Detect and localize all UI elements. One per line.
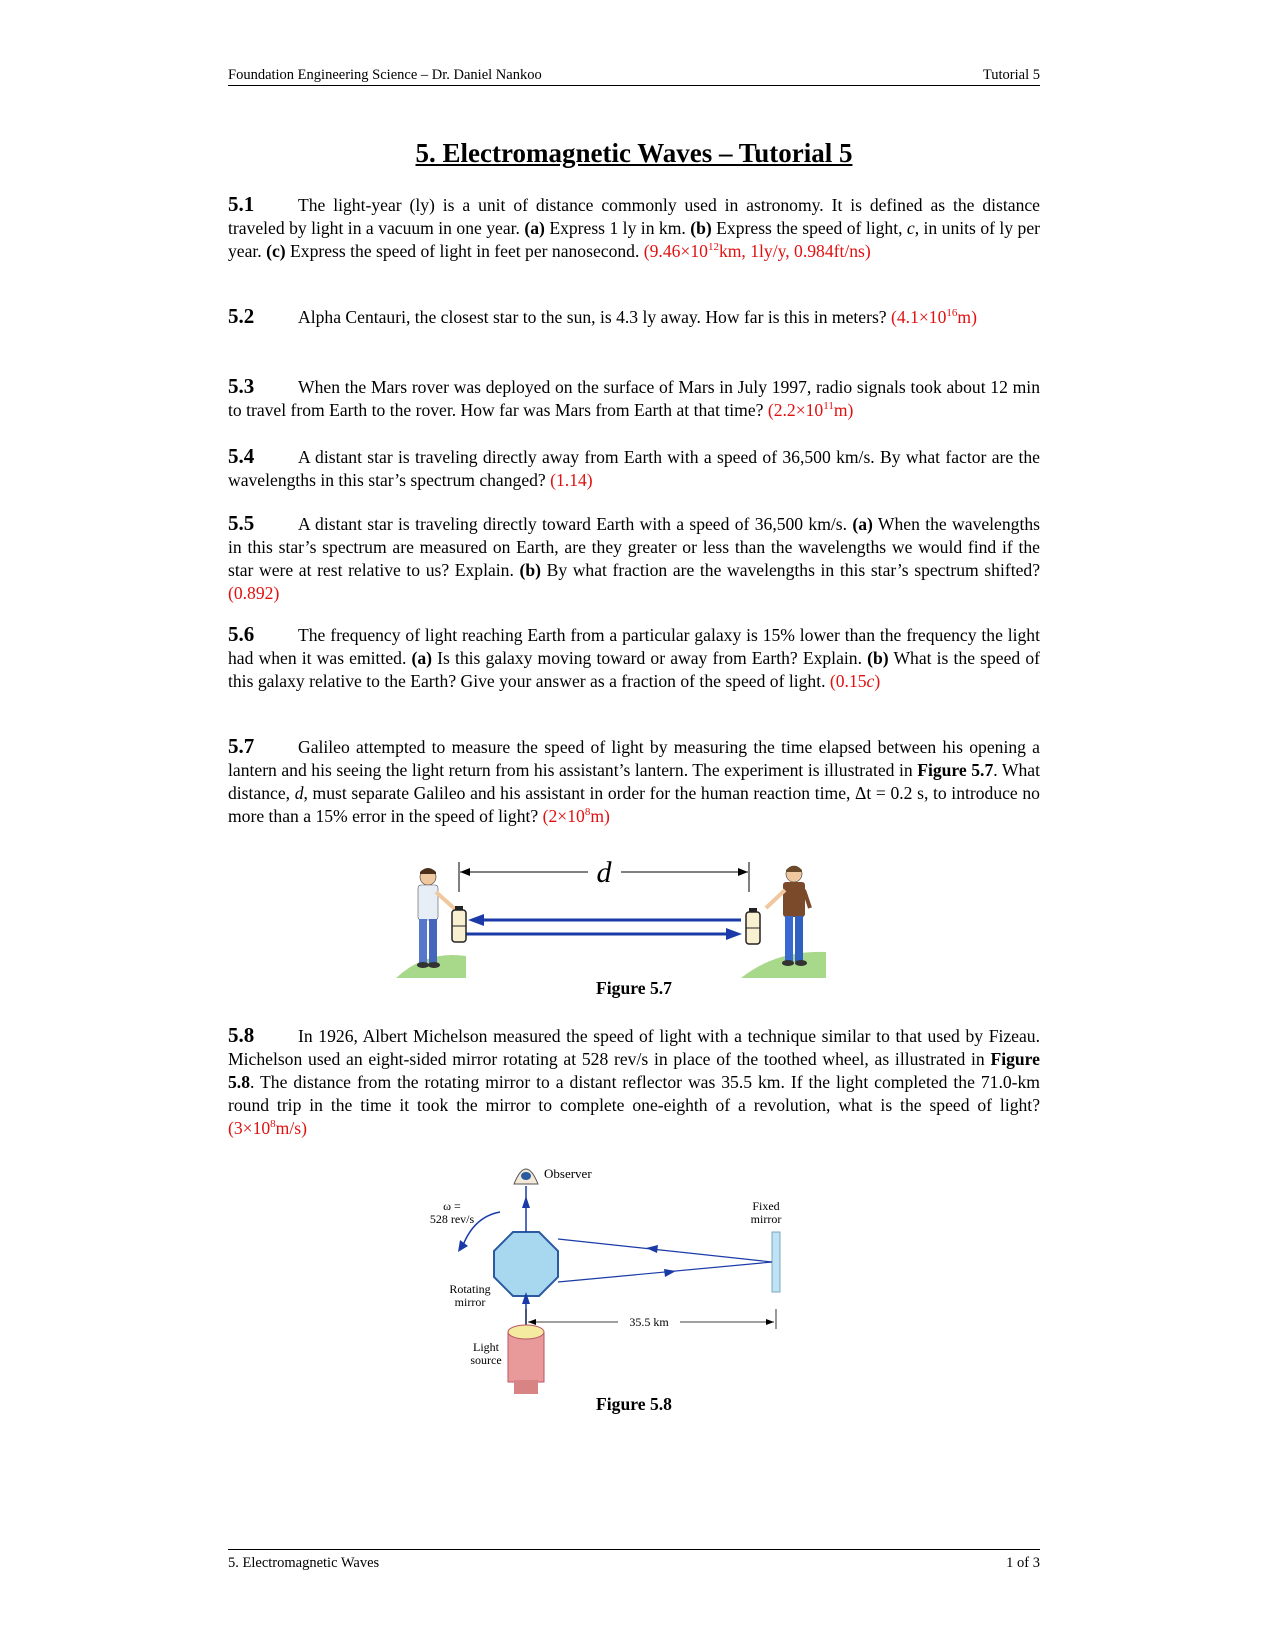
answer: $(2\times 10^8m)$ [542,806,610,826]
question-number: 5.1 [228,192,255,216]
question-5-4: 5.4 A distant star is traveling directly away from Earth with a speed of 36,500 km/s. By what factor are the wavelengths in this star’s spectrum changed? (1.14) [228,444,1040,490]
question-5-8: 5.8 In 1926, Albert Michelson measured the speed of light with a technique similar to that used by Fizeau. Michelson used an eight-sided mirror rotating at 528 rev/s in place of the toothed wheel, as illustrated in Figure 5.8. The distance from the rotating mirror to a distant reflector was 35.5 km. If the light completed the 71.0-km round trip in the time it took the mirror to complete one-eighth of a revolution, what is the speed of light? $(3\times 10^8m/s)$ [228,1023,1040,1138]
beam-arrow-left [468,914,484,926]
figure-5-8 [418,1152,818,1397]
figure-5-7-caption: Figure 5.7 [596,978,672,998]
answer: $(3\times 10^8m/s)$ [228,1118,307,1138]
dist-arrowhead-right [766,1319,774,1325]
page-header [228,67,1040,86]
rotating-mirror-label-line1: Rotating [449,1282,491,1296]
fixed-mirror-label-line1: Fixed [752,1199,780,1213]
question-5-3: 5.3 When the Mars rover was deployed on the surface of Mars in July 1997, radio signals took about 12 min to travel from Earth to the rover. How far was Mars from Earth at that time? $(2.2\times 10^{11}m)$ [228,374,1040,420]
header-right: Tutorial 5 [982,67,1040,83]
observer-label: Observer [544,1166,592,1181]
answer: (0.15c) [829,671,881,691]
fixed-mirror-label-line2: mirror [750,1212,782,1226]
answer: $(2.2\times 10^{11}m)$ [767,400,854,420]
question-number: 5.2 [228,304,255,328]
header-left: Foundation Engineering Science – Dr. Daniel Nankoo [228,67,542,83]
question-number: 5.5 [228,511,255,535]
answer: ($9.46\times 10^{12}km$, 1ly/y, 0.984ft/ns) [643,241,871,261]
answer: (1.14) [550,470,593,490]
light-source [508,1325,544,1394]
question-5-1: 5.1 The light-year (ly) is a unit of distance commonly used in astronomy. It is defined as the distance traveled by light in a vacuum in one year. (a) Express 1 ly in km. (b) Express the speed of light, c, in units of ly per year. (c) Express the speed of light in feet per nanosecond. ($9.46\times 10^{12}km$, 1ly/y, 0.984ft/ns) [228,192,1040,261]
distance-label: d [596,856,612,889]
question-5-6: 5.6 The frequency of light reaching Earth from a particular galaxy is 15% lower than the frequency the light had when it was emitted. (a) Is this galaxy moving toward or away from Earth? Explain. (b) What is the speed of this galaxy relative to the Earth? Give your answer as a fraction of the speed of light. (0.15c) [228,622,1041,691]
beam-return [558,1239,772,1262]
d-arrowhead-right [738,868,748,876]
answer: (0.892) [228,583,280,603]
distance-label: 35.5 km [629,1315,669,1329]
rotating-mirror-label-line2: mirror [454,1295,486,1309]
beam-outgoing-arrowhead [664,1269,676,1277]
footer-left: 5. Electromagnetic Waves [228,1555,380,1571]
question-number: 5.6 [228,622,255,646]
page-title: 5. Electromagnetic Waves – Tutorial 5 [415,138,853,168]
rotation-arrowhead [458,1240,468,1252]
rate-label: 528 rev/s [429,1212,475,1226]
d-arrowhead-left [460,868,470,876]
question-number: 5.8 [228,1023,255,1047]
rotating-mirror [494,1232,558,1296]
question-5-5: 5.5 A distant star is traveling directly toward Earth with a speed of 36,500 km/s. (a) When the wavelengths in this star’s spectrum are measured on Earth, are they greater or less than the wavelengths we would find if the star were at rest relative to us? Explain. (b) By what fraction are the wavelengths in this star’s spectrum shifted? (0.892) [228,511,1041,603]
light-source-label-line1: Light [473,1340,499,1354]
figure-5-8-caption: Figure 5.8 [596,1394,672,1414]
figure-5-7 [396,852,826,982]
page-number: 1 of 3 [1006,1555,1040,1571]
assistant-figure [766,866,810,966]
dist-arrowhead-left [528,1319,536,1325]
question-number: 5.4 [228,444,255,468]
beam-arrowhead-up-upper [522,1196,530,1208]
answer: $(4.1\times 10^{16}m)$ [891,307,977,327]
omega-label: ω = [443,1199,461,1213]
page-footer [228,1549,1040,1572]
eye-icon [514,1169,538,1184]
lantern-right-icon [746,908,760,944]
fixed-mirror [772,1232,780,1292]
question-number: 5.3 [228,374,255,398]
question-5-7: 5.7 Galileo attempted to measure the speed of light by measuring the time elapsed between his opening a lantern and his seeing the light return from his assistant’s lantern. The experiment is illustrated in Figure 5.7. What distance, d, must separate Galileo and his assistant in order for the human reaction time, Δt = 0.2 s, to introduce no more than a 15% error in the speed of light? $(2\times 10^8m)$ [228,734,1040,826]
question-5-2: 5.2 Alpha Centauri, the closest star to the sun, is 4.3 ly away. How far is this in meters? $(4.1\times 10^{16}m)$ [228,304,977,328]
galileo-figure [417,868,456,968]
lantern-left-icon [452,906,466,942]
beam-arrow-right [726,928,742,940]
question-number: 5.7 [228,734,255,758]
light-source-label-line2: source [470,1353,502,1367]
